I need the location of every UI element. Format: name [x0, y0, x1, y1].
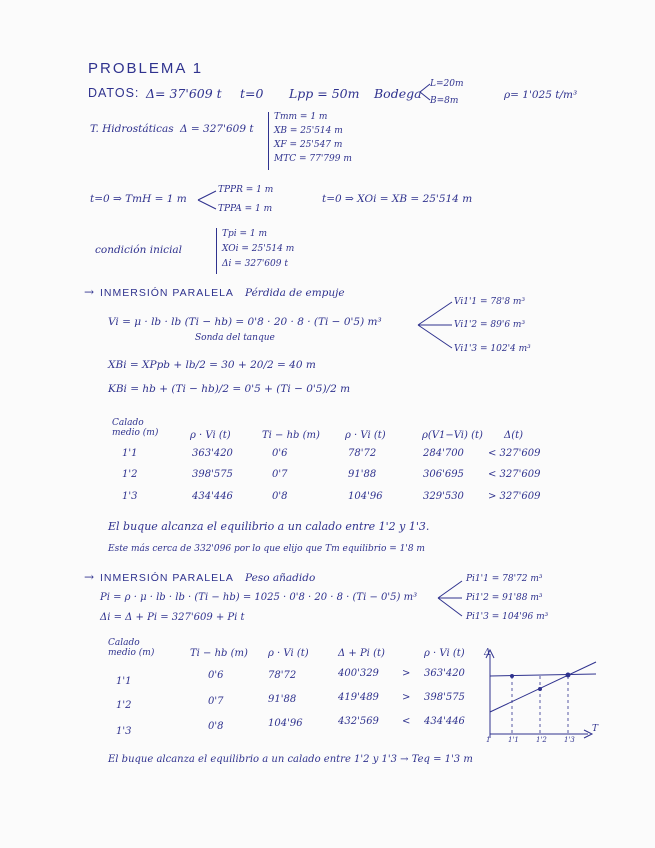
table2-cell: 78'72 [268, 670, 297, 681]
hidro-item: XF = 25'547 m [274, 140, 343, 150]
datos-t0: t=0 [240, 86, 264, 101]
table1-cell: 1'1 [122, 448, 138, 459]
inicial-item: XOi = 25'514 m [222, 244, 295, 254]
inicial-item: Tpi = 1 m [222, 229, 268, 239]
graph-tick: 1'3 [564, 736, 575, 744]
table1-cell: 104'96 [348, 491, 383, 502]
table2-cell: 1'2 [116, 700, 132, 711]
inicial-item: Δi = 327'609 t [222, 259, 288, 269]
table1-cell: 284'700 [423, 448, 464, 459]
t0-split [196, 188, 218, 212]
graph-line-delta [490, 674, 596, 676]
graph-tick: 1 [486, 736, 491, 744]
section-arrow-icon: → [84, 285, 95, 299]
table1-header: Ti − hb (m) [262, 430, 320, 441]
sec1-eq3: KBi = hb + (Ti − hb)/2 = 0'5 + (Ti − 0'5)/2 m [108, 383, 351, 395]
table2-cell: 1'1 [116, 676, 132, 687]
conclusion-2: El buque alcanza el equilibrio a un calado entre 1'2 y 1'3 → Teq = 1'3 m [108, 754, 473, 765]
table1-cell: 78'72 [348, 448, 377, 459]
table2-cell: 398'575 [424, 692, 465, 703]
table1-cell: 1'3 [122, 491, 138, 502]
sec2-p2: Pi1'2 = 91'88 m³ [466, 593, 543, 603]
hidro-item: XB = 25'514 m [274, 126, 343, 136]
sec1-eq2: XBi = XPpb + lb/2 = 30 + 20/2 = 40 m [108, 359, 316, 371]
graph-point [566, 673, 571, 678]
table2-cell: 400'329 [338, 668, 379, 679]
datos-delta: Δ= 37'609 t [146, 86, 222, 101]
sec1-heading: INMERSIÓN PARALELA [100, 287, 234, 299]
table1-cell: 434'446 [192, 491, 233, 502]
datos-bodega-b: B=8m [430, 96, 459, 106]
table2-cell: > [402, 668, 411, 679]
table1-cell: 398'575 [192, 469, 233, 480]
table2-header: Δ + Pi (t) [338, 648, 385, 659]
section-arrow-icon: → [84, 570, 95, 584]
inicial-bracket [216, 228, 217, 274]
graph-point [538, 687, 542, 691]
table1-header: Δ(t) [504, 430, 524, 441]
datos-label: DATOS: [88, 86, 140, 100]
table2-cell: 91'88 [268, 694, 297, 705]
table2-cell: 104'96 [268, 718, 303, 729]
table2-header: Ti − hb (m) [190, 648, 248, 659]
table1-cell: 329'530 [423, 491, 464, 502]
table1-cell: 1'2 [122, 469, 138, 480]
datos-lpp: Lpp = 50m [289, 86, 360, 101]
table1-cell: 91'88 [348, 469, 377, 480]
t0-ppr: TPPR = 1 m [218, 185, 274, 195]
table1-header: Calado medio (m) [112, 418, 159, 438]
sec2-eq2: Δi = Δ + Pi = 327'609 + Pi t [100, 612, 245, 623]
table1-cell: 0'7 [272, 469, 288, 480]
datos-bodega-l: L=20m [430, 79, 464, 89]
sec2-sub: Peso añadido [245, 572, 316, 584]
hidro-item: Tmm = 1 m [274, 112, 328, 122]
table2-header: ρ · Vi (t) [268, 648, 309, 659]
table2-cell: 0'6 [208, 670, 224, 681]
table2-header: ρ · Vi (t) [424, 648, 465, 659]
graph-tick: 1'1 [508, 736, 519, 744]
sec1-sub: Pérdida de empuje [245, 287, 345, 299]
sec1-split [416, 298, 456, 352]
table1-cell: < 327'609 [488, 469, 541, 480]
sec1-v1: Vi1'1 = 78'8 m³ [454, 297, 526, 307]
hidro-delta: Δ = 327'609 t [180, 123, 254, 135]
sec1-v3: Vi1'3 = 102'4 m³ [454, 344, 531, 354]
inicial-label: condición inicial [95, 244, 183, 256]
table1-cell: 0'8 [272, 491, 288, 502]
table1-cell: < 327'609 [488, 448, 541, 459]
conclusion-1b: Este más cerca de 332'096 por lo que elijo que Tm equilibrio = 1'8 m [108, 544, 425, 554]
table2-cell: 432'569 [338, 716, 379, 727]
table1-header: ρ · Vi (t) [345, 430, 386, 441]
table2-cell: 419'489 [338, 692, 379, 703]
hidro-item: MTC = 77'799 m [274, 154, 352, 164]
graph-line-pv [490, 662, 596, 712]
table2-cell: 1'3 [116, 726, 132, 737]
conclusion-1: El buque alcanza el equilibrio a un calado entre 1'2 y 1'3. [108, 520, 430, 533]
table1-cell: > 327'609 [488, 491, 541, 502]
datos-rho: ρ= 1'025 t/m³ [504, 89, 578, 101]
table2-cell: 434'446 [424, 716, 465, 727]
table2-cell: 0'8 [208, 721, 224, 732]
graph-y-label: Δ [484, 648, 491, 658]
sec2-eq1: Pi = ρ · μ · lb · lb · (Ti − hb) = 1025 · 0'8 · 20 · 8 · (Ti − 0'5) m³ [100, 592, 418, 603]
hidro-label: T. Hidrostáticas [90, 123, 174, 135]
equilibrium-graph [478, 646, 608, 746]
table2-cell: 0'7 [208, 696, 224, 707]
t0-ppa: TPPA = 1 m [218, 204, 273, 214]
datos-bodega: Bodega [374, 86, 422, 101]
sec1-eq1-note: Sonda del tanque [195, 333, 275, 343]
table2-cell: < [402, 716, 411, 727]
table1-cell: 306'695 [423, 469, 464, 480]
sec2-p1: Pi1'1 = 78'72 m³ [466, 574, 543, 584]
page-title: PROBLEMA 1 [88, 60, 204, 77]
sec1-v2: Vi1'2 = 89'6 m³ [454, 320, 526, 330]
table1-cell: 0'6 [272, 448, 288, 459]
table2-header: Calado medio (m) [108, 638, 155, 658]
sec2-heading: INMERSIÓN PARALELA [100, 572, 234, 584]
sec1-eq1: Vi = μ · lb · lb (Ti − hb) = 0'8 · 20 · 8 · (Ti − 0'5) m³ [108, 316, 382, 328]
table1-header: ρ · Vi (t) [190, 430, 231, 441]
table2-cell: 363'420 [424, 668, 465, 679]
bodega-brace [418, 82, 432, 102]
graph-point [510, 674, 514, 678]
sec2-p3: Pi1'3 = 104'96 m³ [466, 612, 549, 622]
t0-left: t=0 ⇒ TmH = 1 m [90, 193, 187, 205]
graph-tick: 1'2 [536, 736, 547, 744]
hidro-bracket [268, 112, 269, 170]
t0-right: t=0 ⇒ XOi = XB = 25'514 m [322, 193, 473, 205]
table1-header: ρ(V1−Vi) (t) [422, 430, 483, 441]
sec2-split [436, 578, 466, 622]
graph-x-label: T [592, 724, 599, 734]
table2-cell: > [402, 692, 411, 703]
table1-cell: 363'420 [192, 448, 233, 459]
